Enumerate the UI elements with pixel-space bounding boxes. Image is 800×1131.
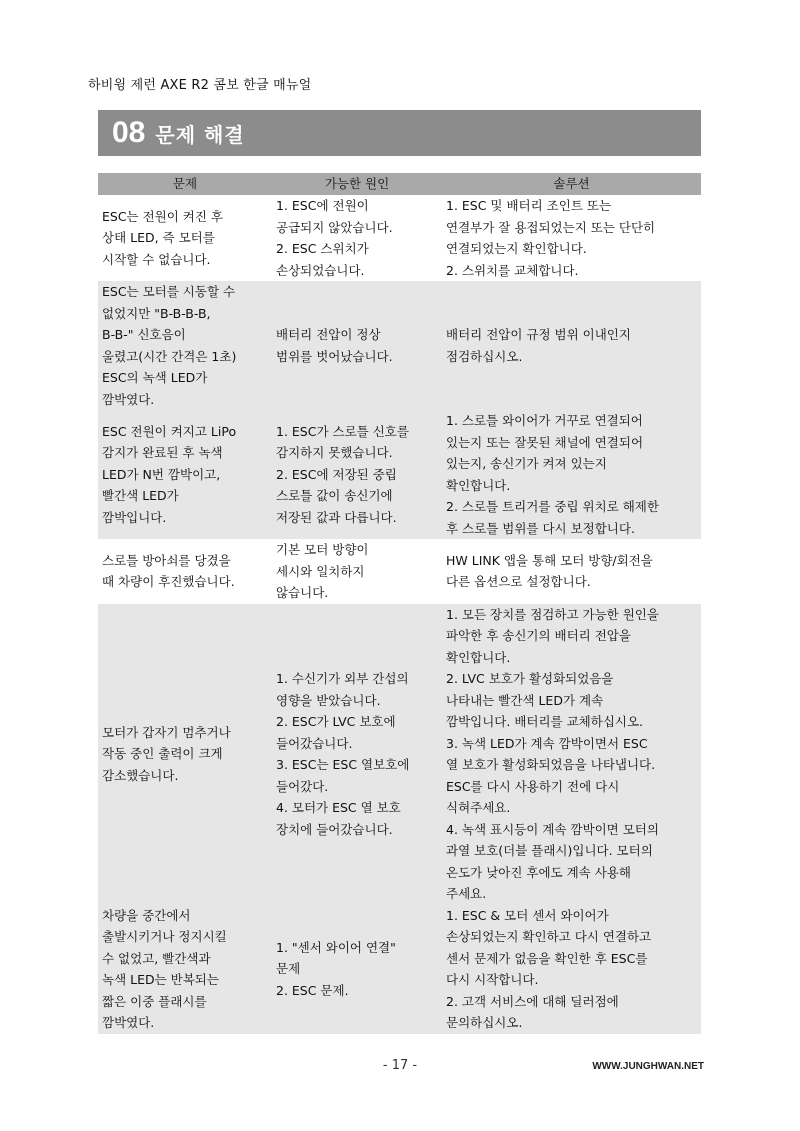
table-header-row — [98, 173, 701, 195]
solution-cell: 1. 모든 장치를 점검하고 가능한 원인을 파악한 후 송신기의 배터리 전압을 확인합니다. 2. LVC 보호가 활성화되었음을 나타내는 빨간색 LED가 계속 깜박입니다. 배터리를 교체하십시오. 3. 녹색 LED가 계속 깜박이면서 ESC 열 보호가 활성화되었음을 나타냅니다. ESC를 다시 사용하기 전에 다시 식혀주세요. 4. 녹색 표시등이 계속 깜박이면 모터의 과열 보호(더블 플래시)입니다. 모터의 온도가 낮아진 후에도 계속 사용해 주세요. — [442, 604, 701, 905]
table-row — [98, 604, 701, 905]
problem-cell: ESC는 전원이 켜진 후 상태 LED, 즉 모터를 시작할 수 없습니다. — [98, 195, 272, 281]
site-url: WWW.JUNGHWAN.NET — [592, 1061, 704, 1072]
solution-cell: 1. ESC & 모터 센서 와이어가 손상되었는지 확인하고 다시 연결하고 센서 문제가 없음을 확인한 후 ESC를 다시 시작합니다. 2. 고객 서비스에 대해 딜러점에 문의하십시오. — [442, 905, 701, 1034]
table-row — [98, 195, 701, 281]
column-header-solution: 솔루션 — [442, 173, 701, 195]
cause-cell: 배터리 전압이 정상 범위를 벗어났습니다. — [272, 281, 442, 410]
solution-cell: 배터리 전압이 규정 범위 이내인지 점검하십시오. — [442, 281, 701, 410]
problem-cell: ESC는 모터를 시동할 수 없었지만 "B-B-B-B, B-B-" 신호음이 울렸고(시간 간격은 1초) ESC의 녹색 LED가 깜박였다. — [98, 281, 272, 410]
cause-cell: 1. "센서 와이어 연결" 문제 2. ESC 문제. — [272, 905, 442, 1034]
page-number: - 17 - — [382, 1058, 418, 1073]
problem-cell: 모터가 갑자기 멈추거나 작동 중인 출력이 크게 감소했습니다. — [98, 604, 272, 905]
cause-cell: 1. 수신기가 외부 간섭의 영향을 받았습니다. 2. ESC가 LVC 보호에 들어갔습니다. 3. ESC는 ESC 열보호에 들어갔다. 4. 모터가 ESC 열 보호 장치에 들어갔습니다. — [272, 604, 442, 905]
table-row — [98, 281, 701, 410]
cause-cell: 기본 모터 방향이 세시와 일치하지 않습니다. — [272, 539, 442, 604]
section-banner — [98, 110, 701, 156]
section-title: 문제 해결 — [155, 122, 245, 147]
table-row — [98, 410, 701, 539]
table-row — [98, 905, 701, 1034]
problem-cell: 차량을 중간에서 출발시키거나 정지시킬 수 없었고, 빨간색과 녹색 LED는 반복되는 짧은 이중 플래시를 깜박였다. — [98, 905, 272, 1034]
solution-cell: 1. 스로틀 와이어가 거꾸로 연결되어 있는지 또는 잘못된 채널에 연결되어 있는지, 송신기가 켜져 있는지 확인합니다. 2. 스로틀 트리거를 중립 위치로 해제한 후 스로틀 범위를 다시 보정합니다. — [442, 410, 701, 539]
table-row — [98, 539, 701, 604]
solution-cell: HW LINK 앱을 통해 모터 방향/회전을 다른 옵션으로 설정합니다. — [442, 539, 701, 604]
cause-cell: 1. ESC가 스로틀 신호를 감지하지 못했습니다. 2. ESC에 저장된 중립 스로틀 값이 송신기에 저장된 값과 다릅니다. — [272, 410, 442, 539]
problem-cell: 스로틀 방아쇠를 당겼을 때 차량이 후진했습니다. — [98, 539, 272, 604]
troubleshooting-table — [98, 173, 701, 1034]
section-number: 08 — [112, 116, 146, 149]
column-header-cause: 가능한 원인 — [272, 173, 442, 195]
solution-cell: 1. ESC 및 배터리 조인트 또는 연결부가 잘 용접되었는지 또는 단단히 연결되었는지 확인합니다. 2. 스위치를 교체합니다. — [442, 195, 701, 281]
problem-cell: ESC 전원이 켜지고 LiPo 감지가 완료된 후 녹색 LED가 N번 깜박이고, 빨간색 LED가 깜박입니다. — [98, 410, 272, 539]
cause-cell: 1. ESC에 전원이 공급되지 않았습니다. 2. ESC 스위치가 손상되었습니다. — [272, 195, 442, 281]
column-header-problem: 문제 — [98, 173, 272, 195]
document-header: 하비윙 제런 AXE R2 콤보 한글 매뉴얼 — [88, 78, 312, 93]
